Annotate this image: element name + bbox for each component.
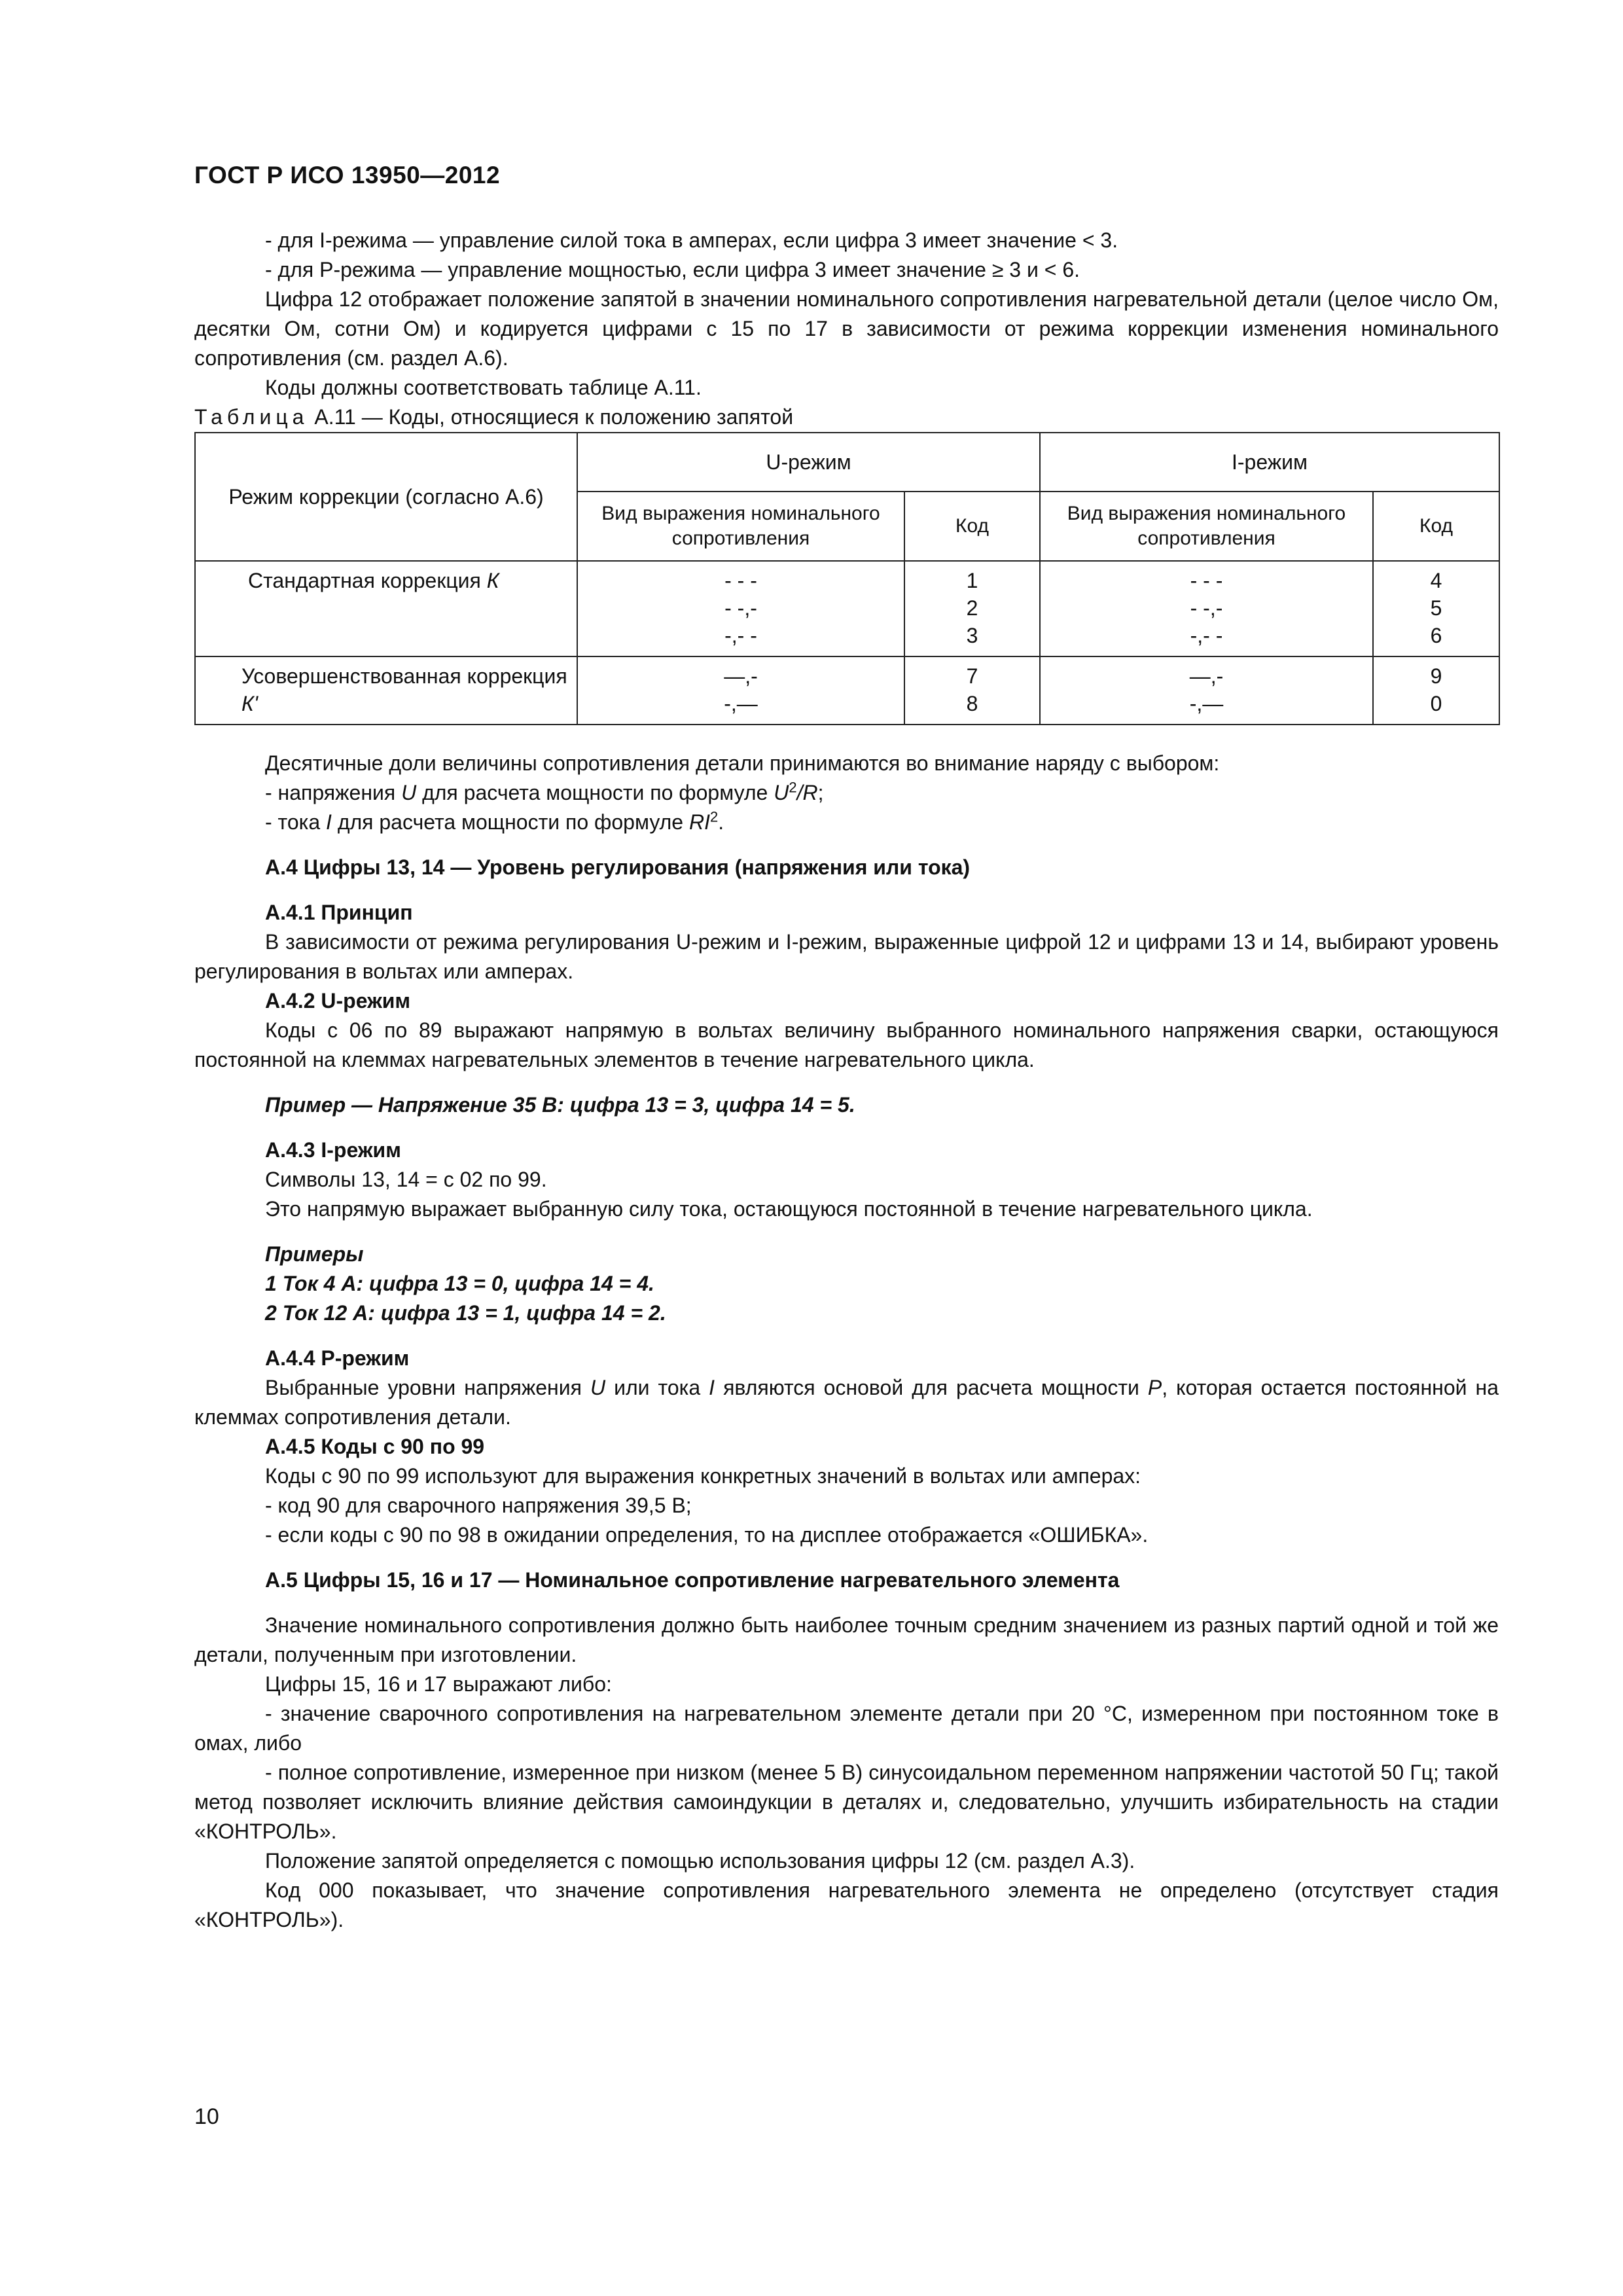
cell-u-expression: - - - - -,- -,- -	[577, 561, 904, 656]
page-number: 10	[194, 2104, 219, 2129]
voltage-formula-line: - напряжения U для расчета мощности по формуле $U^2/R$;	[265, 779, 824, 804]
decimal-fractions-paragraph: Десятичные доли величины сопротивления детали принимаются во внимание наряду с выбором:	[265, 751, 1220, 775]
cell-i-code: 4 5 6	[1373, 561, 1499, 656]
current-formula-line: - тока I для расчета мощности по формуле $RI^2$.	[265, 808, 724, 834]
section-a5-paragraph-2: Цифры 15, 16 и 17 выражают либо:	[265, 1672, 612, 1696]
table-row	[195, 561, 1499, 656]
section-a5-paragraph-1: Значение номинального сопротивления должно быть наиболее точным средним значением из разных партий одной и той же детали, полученным при изготовлении.	[194, 1613, 1499, 1666]
section-a43-examples-title: Примеры	[265, 1242, 364, 1266]
section-a44-title: А.4.4 Р-режим	[265, 1346, 410, 1370]
codes-table	[194, 432, 1500, 725]
section-a45-text-2: - код 90 для сварочного напряжения 39,5 В;	[265, 1494, 692, 1517]
page-body	[194, 226, 1499, 1935]
cell-u-code: 7 8	[904, 656, 1040, 725]
intro-line-i-mode: - для I-режима — управление силой тока в амперах, если цифра 3 имеет значение < 3.	[265, 228, 1118, 252]
header-i-expression: Вид выражения номинального сопротивления	[1040, 492, 1373, 561]
section-a45-text-3: - если коды с 90 по 98 в ожидании определения, то на дисплее отображается «ОШИБКА».	[265, 1523, 1149, 1547]
cell-i-code: 9 0	[1373, 656, 1499, 725]
section-a42-title: А.4.2 U-режим	[265, 989, 411, 1013]
header-u-code: Код	[904, 492, 1040, 561]
cell-u-code: 1 2 3	[904, 561, 1040, 656]
section-a4-title: А.4 Цифры 13, 14 — Уровень регулирования (напряжения или тока)	[265, 855, 971, 879]
section-a41-title: А.4.1 Принцип	[265, 901, 413, 924]
section-a5-paragraph-3: - значение сварочного сопротивления на нагревательном элементе детали при 20 °С, измеренном при постоянном токе в омах, либо	[194, 1702, 1499, 1755]
table-caption	[194, 403, 1499, 432]
intro-table-reference: Коды должны соответствовать таблице А.11.	[265, 376, 702, 399]
header-i-code: Код	[1373, 492, 1499, 561]
section-a43-title: А.4.3 I-режим	[265, 1138, 401, 1162]
section-a43-example-1: 1 Ток 4 А: цифра 13 = 0, цифра 14 = 4.	[265, 1272, 654, 1295]
section-a43-text-1: Символы 13, 14 = с 02 по 99.	[265, 1168, 547, 1191]
section-a45-text-1: Коды с 90 по 99 используют для выражения конкретных значений в вольтах или амперах:	[265, 1464, 1141, 1488]
table-caption-label: Таблица	[194, 405, 309, 429]
section-a5-paragraph-5: Положение запятой определяется с помощью использования цифры 12 (см. раздел А.3).	[265, 1849, 1135, 1873]
section-a43-text-2: Это напрямую выражает выбранную силу тока, остающуюся постоянной в течение нагревательного цикла.	[265, 1197, 1313, 1221]
cell-i-expression: —,- -,—	[1040, 656, 1373, 725]
cell-i-expression: - - - - -,- -,- -	[1040, 561, 1373, 656]
intro-paragraph-digit-12: Цифра 12 отображает положение запятой в значении номинального сопротивления нагревательной детали (целое число Ом, десятки Ом, сотни Ом) и кодируется цифрами с 15 по 17 в зависимости от режима коррекции изменения номинального сопротивления (см. раздел А.6).	[194, 287, 1499, 370]
section-a43-example-2: 2 Ток 12 А: цифра 13 = 1, цифра 14 = 2.	[265, 1301, 666, 1325]
row-mode-standard: Стандартная коррекция К	[195, 561, 577, 656]
header-correction-mode: Режим коррекции (согласно А.6)	[195, 433, 577, 561]
header-u-mode: U-режим	[577, 433, 1040, 492]
table-caption-text: А.11 — Коды, относящиеся к положению запятой	[308, 405, 794, 429]
table-header-row	[195, 433, 1499, 492]
section-a42-text: Коды с 06 по 89 выражают напрямую в вольтах величину выбранного номинального напряжения сварки, остающуюся постоянной на клеммах нагревательных элементов в течение нагревательного цикла.	[194, 1018, 1499, 1071]
document-header: ГОСТ Р ИСО 13950—2012	[194, 162, 501, 188]
section-a42-example: Пример — Напряжение 35 В: цифра 13 = 3, цифра 14 = 5.	[265, 1093, 855, 1117]
intro-line-p-mode: - для Р-режима — управление мощностью, если цифра 3 имеет значение ≥ 3 и < 6.	[265, 258, 1080, 281]
section-a44-text: Выбранные уровни напряжения U или тока I являются основой для расчета мощности Р, которая остается постоянной на клеммах сопротивления детали.	[194, 1376, 1499, 1429]
section-a41-text: В зависимости от режима регулирования U-режим и I-режим, выраженные цифрой 12 и цифрами 13 и 14, выбирают уровень регулирования в вольтах или амперах.	[194, 930, 1499, 983]
section-a45-title: А.4.5 Коды с 90 по 99	[265, 1435, 485, 1458]
header-i-mode: I-режим	[1040, 433, 1499, 492]
table-row	[195, 656, 1499, 725]
cell-u-expression: —,- -,—	[577, 656, 904, 725]
section-a5-paragraph-6: Код 000 показывает, что значение сопротивления нагревательного элемента не определено (отсутствует стадия «КОНТРОЛЬ»).	[194, 1878, 1499, 1931]
section-a5-paragraph-4: - полное сопротивление, измеренное при низком (менее 5 В) синусоидальном переменном напряжении частотой 50 Гц; такой метод позволяет исключить влияние действия самоиндукции в деталях и, следовательно, улучшить избирательность на стадии «КОНТРОЛЬ».	[194, 1761, 1499, 1843]
row-mode-advanced: Усовершенствованная коррекция К'	[195, 656, 577, 725]
section-a5-title: А.5 Цифры 15, 16 и 17 — Номинальное сопротивление нагревательного элемента	[265, 1568, 1120, 1592]
header-u-expression: Вид выражения номинального сопротивления	[577, 492, 904, 561]
